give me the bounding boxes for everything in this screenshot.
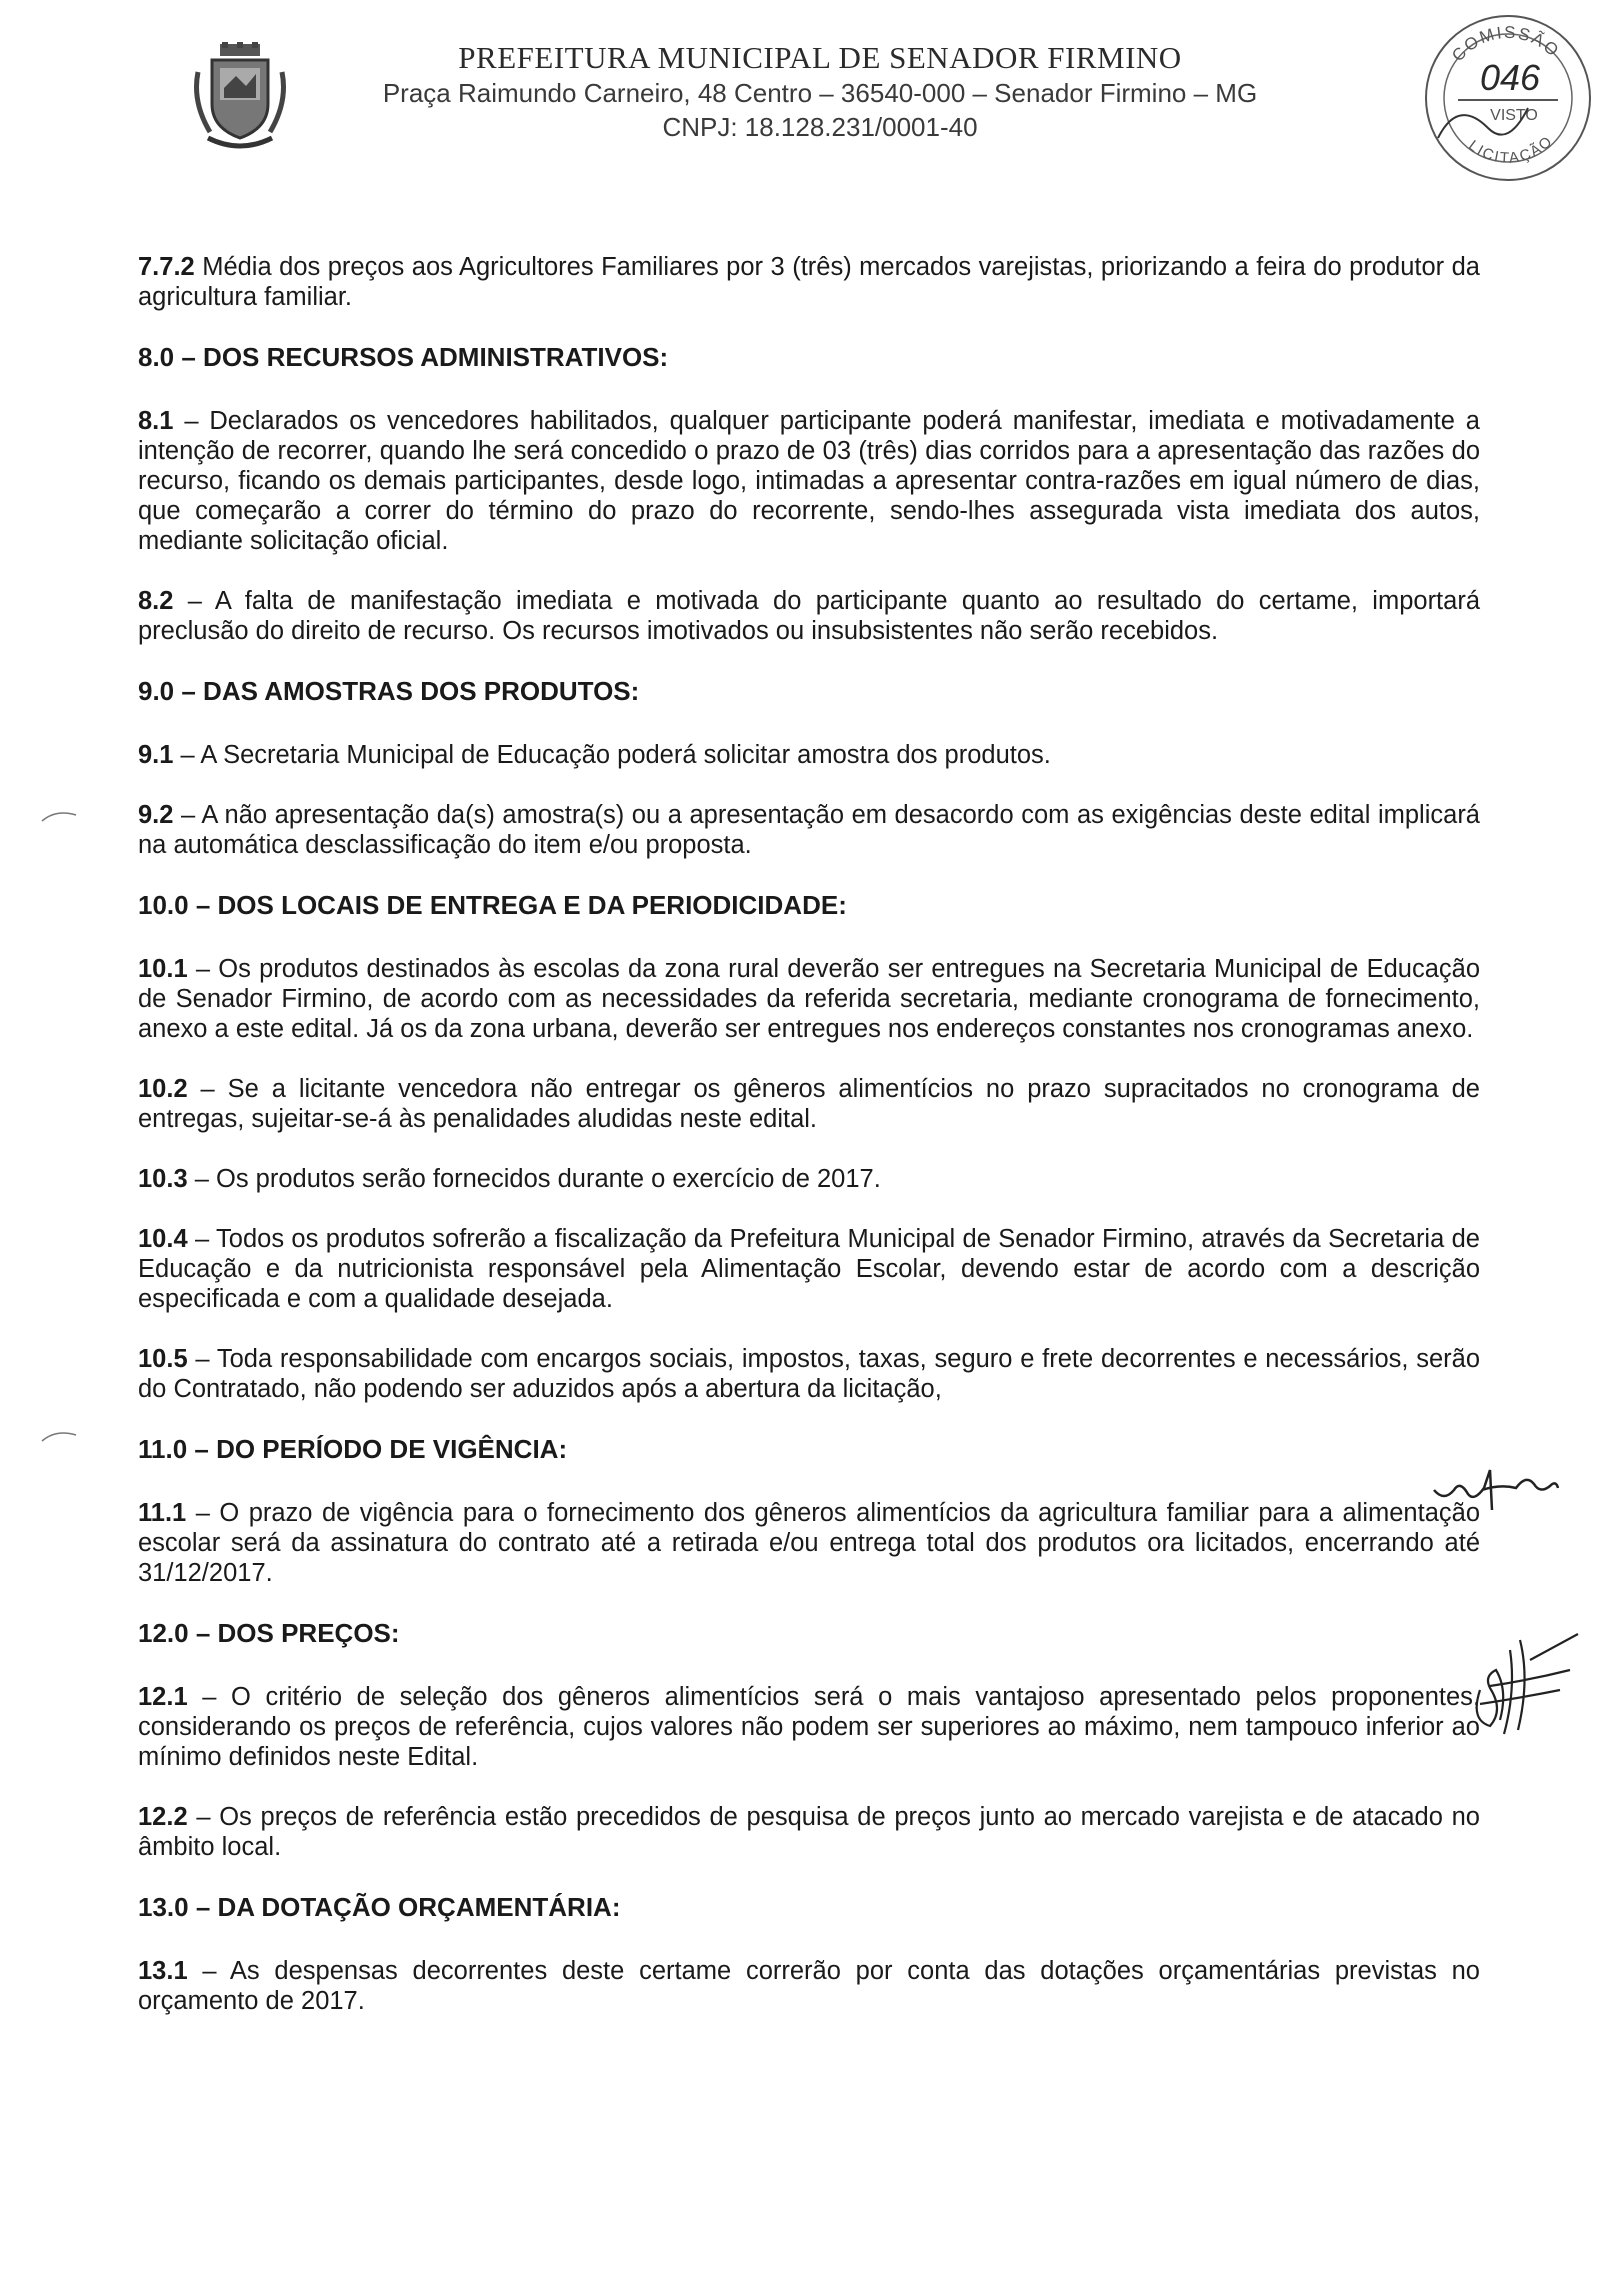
stamp-bottom-text: LICITAÇÃO	[1465, 132, 1557, 167]
clause-paragraph	[138, 800, 1480, 860]
clause-text: – O prazo de vigência para o fornecimento dos gêneros alimentícios da agricultura familiar para a alimentação escolar será da assinatura do contrato até a retirada e/ou entrega total dos produtos ora licitados, encerrando até 31/12/2017.	[138, 1499, 1480, 1587]
clause-paragraph	[138, 1164, 1480, 1194]
stamp-number: 046	[1479, 57, 1541, 98]
commission-stamp	[1418, 8, 1598, 188]
clause-paragraph	[138, 954, 1480, 1044]
clause-text: – Toda responsabilidade com encargos sociais, impostos, taxas, seguro e frete decorrentes e necessários, serão do Contratado, não podendo ser aduzidos após a abertura da licitação,	[138, 1345, 1480, 1403]
clause-number: 12.2	[138, 1803, 188, 1831]
clause-number: 9.1	[138, 741, 174, 769]
clause-paragraph	[138, 586, 1480, 646]
clause-text: – Declarados os vencedores habilitados, qualquer participante poderá manifestar, imediata e motivadamente a intenção de recorrer, quando lhe será concedido o prazo de 03 (três) dias corridos para a apresentação das razões do recurso, ficando os demais participantes, desde logo, intimadas a apresentar contra-razões em igual número de dias, que começarão a correr do término do prazo do recorrente, sendo-lhes assegurada vista imediata dos autos, mediante solicitação oficial.	[138, 407, 1480, 555]
clause-text: – Todos os produtos sofrerão a fiscalização da Prefeitura Municipal de Senador Firmino, através da Secretaria de Educação e da nutricionista responsável pela Alimentação Escolar, devendo estar de acordo com a descrição especificada e com a qualidade desejada.	[138, 1225, 1480, 1313]
clause-number: 10.3	[138, 1165, 188, 1193]
clause-number: 11.1	[138, 1499, 187, 1527]
stamp-top-text: COMISSÃO	[1448, 22, 1564, 66]
section-heading: 9.0 – DAS AMOSTRAS DOS PRODUTOS:	[138, 676, 640, 706]
clause-text: – A Secretaria Municipal de Educação poderá solicitar amostra dos produtos.	[173, 741, 1051, 769]
signature-initials	[1430, 1450, 1560, 1520]
clause-number: 8.2	[138, 587, 174, 615]
clause-text: – Os produtos serão fornecidos durante o exercício de 2017.	[187, 1165, 881, 1193]
scan-mark	[40, 805, 80, 825]
clause-paragraph	[138, 1074, 1480, 1134]
section-heading: 13.0 – DA DOTAÇÃO ORÇAMENTÁRIA:	[138, 1892, 621, 1922]
clause-number: 7.7.2	[138, 253, 195, 281]
letterhead-address: Praça Raimundo Carneiro, 48 Centro – 36540-000 – Senador Firmino – MG	[382, 78, 1258, 108]
clause-paragraph	[138, 1802, 1480, 1862]
clause-number: 10.4	[138, 1225, 188, 1253]
letterhead-title: PREFEITURA MUNICIPAL DE SENADOR FIRMINO	[458, 40, 1182, 75]
clause-paragraph	[138, 1498, 1480, 1588]
clause-number: 9.2	[138, 801, 174, 829]
clause-number: 8.1	[138, 407, 174, 435]
clause-text: – A não apresentação da(s) amostra(s) ou a apresentação em desacordo com as exigências deste edital implicará na automática desclassificação do item e/ou proposta.	[138, 801, 1480, 859]
municipal-crest-icon	[190, 42, 290, 154]
scan-mark	[40, 1425, 80, 1445]
document-body	[138, 252, 1480, 2046]
clause-number: 12.1	[138, 1683, 188, 1711]
section-heading: 8.0 – DOS RECURSOS ADMINISTRATIVOS:	[138, 342, 669, 372]
section-heading: 12.0 – DOS PREÇOS:	[138, 1618, 400, 1648]
clause-text: – A falta de manifestação imediata e motivada do participante quanto ao resultado do certame, importará preclusão do direito de recurso. Os recursos imotivados ou insubsistentes não serão recebidos.	[138, 587, 1480, 645]
clause-paragraph	[138, 406, 1480, 556]
clause-paragraph	[138, 1344, 1480, 1404]
clause-text: – As despensas decorrentes deste certame correrão por conta das dotações orçamentárias previstas no orçamento de 2017.	[138, 1957, 1480, 2015]
clause-number: 10.5	[138, 1345, 188, 1373]
letterhead-cnpj: CNPJ: 18.128.231/0001-40	[662, 112, 978, 142]
clause-paragraph	[138, 740, 1480, 770]
clause-text: Média dos preços aos Agricultores Familiares por 3 (três) mercados varejistas, priorizando a feira do produtor da agricultura familiar.	[138, 253, 1480, 311]
section-heading: 10.0 – DOS LOCAIS DE ENTREGA E DA PERIODICIDADE:	[138, 890, 847, 920]
clause-number: 13.1	[138, 1957, 188, 1985]
signature-rubric	[1460, 1630, 1580, 1740]
clause-number: 10.2	[138, 1075, 188, 1103]
svg-text:LICITAÇÃO	[1465, 132, 1557, 167]
letterhead	[320, 40, 1320, 144]
clause-text: – Se a licitante vencedora não entregar os gêneros alimentícios no prazo supracitados no cronograma de entregas, sujeitar-se-á às penalidades aludidas neste edital.	[138, 1075, 1480, 1133]
clause-paragraph	[138, 1224, 1480, 1314]
clause-number: 10.1	[138, 955, 188, 983]
section-heading: 11.0 – DO PERÍODO DE VIGÊNCIA:	[138, 1434, 568, 1464]
clause-paragraph	[138, 1956, 1480, 2016]
clause-paragraph	[138, 252, 1480, 312]
clause-text: – O critério de seleção dos gêneros alimentícios será o mais vantajoso apresentado pelos proponentes, considerando os preços de referência, cujos valores não podem ser superiores ao máximo, nem tampouco inferior ao mínimo definidos neste Edital.	[138, 1683, 1480, 1771]
stamp-middle-text: VISTO	[1490, 107, 1538, 124]
clause-text: – Os produtos destinados às escolas da zona rural deverão ser entregues na Secretaria Municipal de Educação de Senador Firmino, de acordo com as necessidades da referida secretaria, mediante cronograma de fornecimento, anexo a este edital. Já os da zona urbana, deverão ser entregues nos endereços constantes nos cronogramas anexo.	[138, 955, 1480, 1043]
clause-paragraph	[138, 1682, 1480, 1772]
clause-text: – Os preços de referência estão precedidos de pesquisa de preços junto ao mercado varejista e de atacado no âmbito local.	[138, 1803, 1480, 1861]
